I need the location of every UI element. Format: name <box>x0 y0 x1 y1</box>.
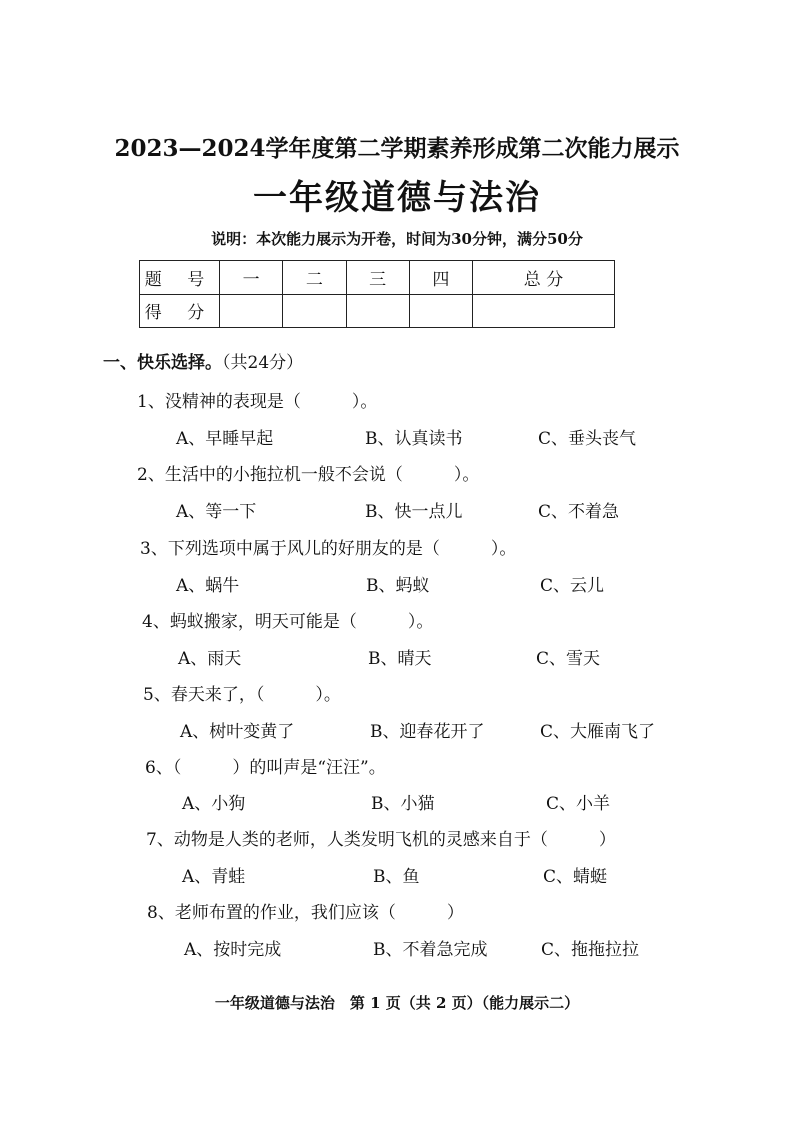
score-cell-blank[interactable] <box>220 294 283 328</box>
score-cell-blank[interactable] <box>409 294 472 328</box>
score-cell-blank[interactable] <box>283 294 346 328</box>
question-text: 8、老师布置的作业，我们应该（ ） <box>147 903 464 923</box>
score-table-score-row <box>140 294 615 328</box>
option-a[interactable]: A、等一下 <box>176 502 257 522</box>
question-text: 3、下列选项中属于风儿的好朋友的是（ ）。 <box>140 539 517 559</box>
score-table-header-row <box>140 261 615 295</box>
page-footer: 一年级道德与法治 第 1 页（共 2 页）（能力展示二） <box>214 994 580 1012</box>
option-b[interactable]: B、鱼 <box>373 867 420 887</box>
option-b[interactable]: B、晴天 <box>368 649 432 669</box>
question-text: 6、（ ）的叫声是“汪汪”。 <box>145 758 386 778</box>
question-text: 1、没精神的表现是（ ）。 <box>137 392 378 412</box>
option-b[interactable]: B、快一点儿 <box>365 502 463 522</box>
option-a[interactable]: A、树叶变黄了 <box>180 722 295 742</box>
question-text: 2、生活中的小拖拉机一般不会说（ ）。 <box>137 465 480 485</box>
option-a[interactable]: A、小狗 <box>182 794 246 814</box>
option-c[interactable]: C、小羊 <box>546 794 611 814</box>
option-c[interactable]: C、不着急 <box>538 502 620 522</box>
option-b[interactable]: B、小猫 <box>371 794 435 814</box>
option-a[interactable]: A、按时完成 <box>184 940 282 960</box>
score-cell-header: 二 <box>283 261 346 295</box>
option-c[interactable]: C、云儿 <box>540 576 605 596</box>
option-b[interactable]: B、迎春花开了 <box>370 722 485 742</box>
score-cell-blank[interactable] <box>346 294 409 328</box>
option-a[interactable]: A、雨天 <box>178 649 242 669</box>
option-a[interactable]: A、早睡早起 <box>176 429 274 449</box>
instructions-note: 说明：本次能力展示为开卷，时间为30分钟，满分50分 <box>211 230 583 248</box>
section-heading-points: （共24分） <box>222 353 304 373</box>
question-text: 7、动物是人类的老师，人类发明飞机的灵感来自于（ ） <box>146 830 616 850</box>
option-b[interactable]: B、不着急完成 <box>373 940 488 960</box>
subject-title: 一年级道德与法治 <box>253 178 541 218</box>
exam-title: 2023—2024学年度第二学期素养形成第二次能力展示 <box>114 135 680 162</box>
option-c[interactable]: C、垂头丧气 <box>538 429 637 449</box>
score-cell-header: 三 <box>346 261 409 295</box>
option-a[interactable]: A、青蛙 <box>182 867 246 887</box>
score-cell-label: 得 分 <box>140 294 220 328</box>
option-c[interactable]: C、大雁南飞了 <box>540 722 656 742</box>
option-c[interactable]: C、拖拖拉拉 <box>541 940 640 960</box>
section-heading <box>103 348 303 373</box>
score-table <box>139 260 615 328</box>
option-b[interactable]: B、认真读书 <box>365 429 463 449</box>
score-cell-blank[interactable] <box>473 294 615 328</box>
option-b[interactable]: B、蚂蚁 <box>366 576 430 596</box>
option-c[interactable]: C、雪天 <box>536 649 601 669</box>
score-cell-header: 一 <box>220 261 283 295</box>
score-cell-header: 四 <box>409 261 472 295</box>
question-text: 5、春天来了，（ ）。 <box>143 685 341 705</box>
section-heading-title: 一、快乐选择。 <box>103 353 222 373</box>
score-cell-header: 总 分 <box>473 261 615 295</box>
score-cell-label: 题 号 <box>140 261 220 295</box>
option-c[interactable]: C、蜻蜓 <box>543 867 608 887</box>
question-text: 4、蚂蚁搬家，明天可能是（ ）。 <box>142 612 434 632</box>
option-a[interactable]: A、蜗牛 <box>176 576 240 596</box>
